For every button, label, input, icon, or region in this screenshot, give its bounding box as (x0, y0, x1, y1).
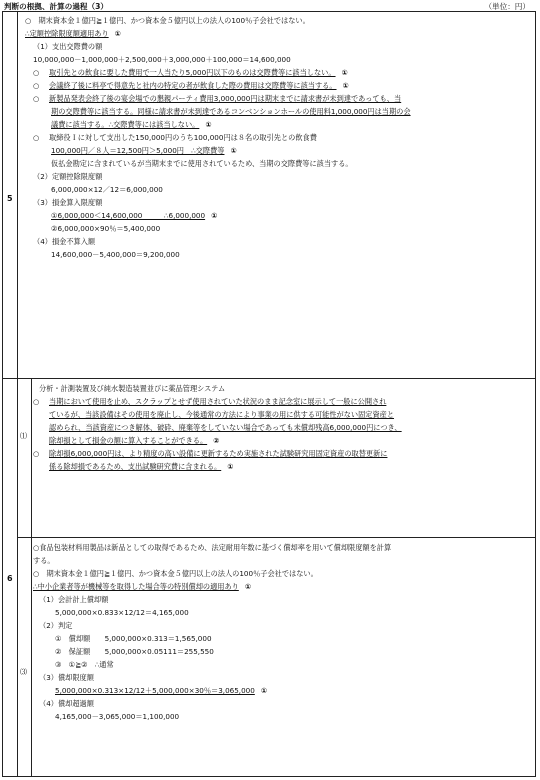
text-line: ①6,000,000＜14,600,000 ∴6,000,000 ① (51, 211, 218, 220)
text-line: （3）償却限度額 (39, 673, 94, 682)
sub-number-3: ⑶ (20, 668, 27, 676)
problem-number-6: 6 (7, 574, 13, 583)
text-line: （2）判定 (39, 621, 73, 630)
text-line: （4）損金不算入額 (33, 237, 96, 246)
text-line: ○ 当期において使用を止め、スクラップとせず使用されていた状況のまま記念室に展示して一般に公開され (33, 397, 387, 406)
text-line: 5,000,000×0.833×12/12＝4,165,000 (55, 608, 189, 617)
unit-label: （単位：円） (484, 2, 530, 11)
text-line: （4）償却超過額 (39, 699, 94, 708)
text-line: ③ ①≧② ∴通常 (55, 660, 114, 669)
section-6-part-3 (33, 541, 533, 723)
row-divider-5-6 (3, 378, 535, 379)
text-line: 議費に該当する。∴交際費等には該当しない。 ① (51, 120, 212, 129)
text-line: 認められ、当該資産につき解体、破砕、廃棄等をしていない場合であっても未償却残高6,000,000円につき、 (49, 423, 402, 432)
text-line: （2）定額控除限度額 (33, 172, 103, 181)
text-line: ○ 取引先との飲食に要した費用で一人当たり5,000円以下のものは交際費等に該当しない。 ① (33, 68, 348, 77)
problem-number-5: 5 (7, 194, 13, 203)
text-line: ているが、当該設備はその使用を廃止し、今後通常の方法により事業の用に供する可能性がない固定資産と (49, 410, 395, 419)
text-line: 4,165,000－3,065,000＝1,100,000 (55, 712, 180, 721)
text-line: ① 償却額 5,000,000×0.313＝1,565,000 (55, 634, 212, 643)
col-divider-1 (17, 12, 18, 776)
text-line: ∴定額控除限度額適用あり ① (25, 29, 121, 38)
section-6-part-1 (33, 382, 533, 473)
text-line: （1）支出交際費の額 (33, 42, 103, 51)
text-line: ○ 期末資本金１億円≧１億円、かつ資本金５億円以上の法人の100％子会社ではない。 (25, 16, 310, 25)
row-divider-6-sub (17, 537, 535, 538)
page-title: 判断の根拠、計算の過程（3） (4, 2, 109, 11)
text-line: ○ 新製品発表会終了後の宴会場での懇親パーティ費用3,000,000円は期末までに請求書が未到達であっても、当 (33, 94, 402, 103)
text-line: ○食品包装材料用製品は新品としての取得であるため、法定耐用年数に基づく償却率を用いて償却限度額を計算 (33, 543, 392, 552)
text-line: する。 (33, 556, 55, 565)
text-line: 期の交際費等に該当する。同様に請求書が未到達であるコンベンションホールの使用料1,000,000円は当期の会 (51, 107, 411, 116)
text-line: ○ 期末資本金１億円≧１億円、かつ資本金５億円以上の法人の100％子会社ではない。 (33, 569, 318, 578)
text-line: ②6,000,000×90％＝5,400,000 (51, 224, 161, 233)
answer-table (2, 11, 536, 777)
text-line: （1）会計計上償却額 (39, 595, 109, 604)
text-line: 14,600,000－5,400,000＝9,200,000 (51, 250, 180, 259)
sub-number-1: ⑴ (20, 432, 27, 440)
header-bar (4, 0, 534, 11)
text-line: 5,000,000×0.313×12/12＋5,000,000×30％＝3,065,000 ① (55, 686, 267, 695)
text-line: 係る除却損であるため、支出試験研究費に含まれる。 ① (49, 462, 234, 471)
text-line: ○ 会議終了後に料亭で得意先と社内の特定の者が飲食した際の費用は交際費等に該当する。 ① (33, 81, 349, 90)
text-line: ○ 除却損6,000,000円は、より精度の高い設備に更新するため実施された試験研究用固定資産の取替更新に (33, 449, 388, 458)
col-divider-2 (31, 379, 32, 776)
text-line: 6,000,000×12／12＝6,000,000 (51, 185, 163, 194)
text-line: ○ 取締役Ｉに対して支出した150,000円のうち100,000円は８名の取引先との飲食費 (33, 133, 317, 142)
text-line: ② 保証額 5,000,000×0.05111＝255,550 (55, 647, 214, 656)
section-5-content (19, 14, 533, 261)
text-line: 除却損として損金の額に算入することができる。 ② (49, 436, 220, 445)
text-line: 仮払金勘定に含まれているが当期末までに使用されているため、当期の交際費等に該当する。 (51, 159, 353, 168)
text-line: 100,000円／８人＝12,500円＞5,000円 ∴交際費等 ① (51, 146, 237, 155)
text-line: 分析・計測装置及び純水製造装置並びに薬品管理システム (39, 384, 226, 393)
text-line: （3）損金算入限度額 (33, 198, 103, 207)
text-line: ∴中小企業者等が機械等を取得した場合等の特別償却の適用あり ① (33, 582, 251, 591)
text-line: 10,000,000－1,000,000＋2,500,000＋3,000,000＋100,000＝14,600,000 (33, 55, 291, 64)
